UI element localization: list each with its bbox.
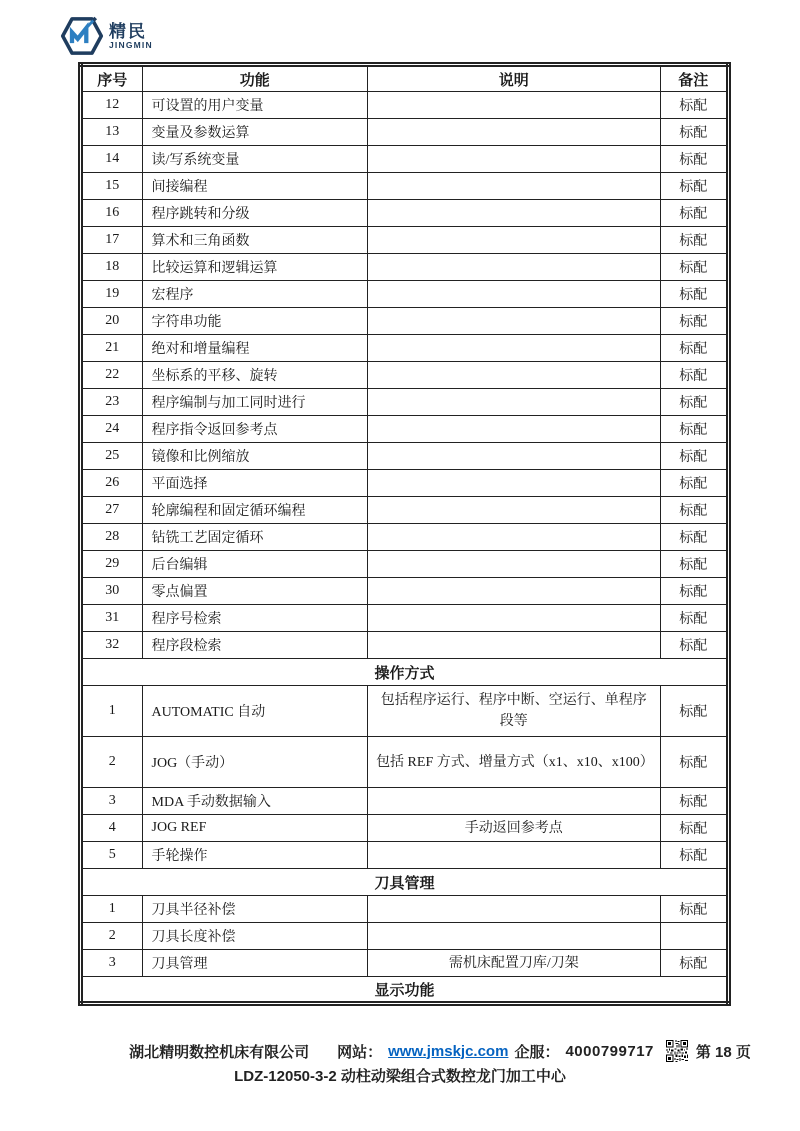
cell-func: 零点偏置 [142,578,368,605]
cell-no: 5 [81,842,143,869]
cell-func: 宏程序 [142,281,368,308]
cell-desc: 包括 REF 方式、增量方式（x1、x10、x100） [368,737,660,788]
cell-no: 15 [81,173,143,200]
section-header-row [81,659,729,686]
section-title: 刀具管理 [81,869,729,896]
cell-no: 25 [81,443,143,470]
website-label: 网站： [337,1043,383,1061]
table-row [81,146,729,173]
cell-no: 30 [81,578,143,605]
table-row [81,173,729,200]
table-row [81,686,729,737]
cell-remark: 标配 [660,896,728,923]
cell-no: 2 [81,923,143,950]
cell-desc [368,92,660,119]
cell-no: 31 [81,605,143,632]
cell-func: 程序段检索 [142,632,368,659]
cell-no: 23 [81,389,143,416]
cell-remark: 标配 [660,119,728,146]
page-footer [0,1040,800,1086]
cell-func: 平面选择 [142,470,368,497]
cell-func: 程序指令返回参考点 [142,416,368,443]
cell-desc [368,227,660,254]
page-number: 第 18 页 [695,1043,751,1061]
cell-remark: 标配 [660,443,728,470]
cell-func: 钻铣工艺固定循环 [142,524,368,551]
cell-func: AUTOMATIC 自动 [142,686,368,737]
cell-no: 1 [81,686,143,737]
cell-func: JOG REF [142,815,368,842]
cell-no: 4 [81,815,143,842]
table-row [81,815,729,842]
section-header-row [81,977,729,1004]
cell-remark: 标配 [660,497,728,524]
cell-func: 程序跳转和分级 [142,200,368,227]
table-row [81,416,729,443]
company-logo [60,16,153,56]
cell-desc [368,389,660,416]
cell-desc: 包括程序运行、程序中断、空运行、单程序段等 [368,686,660,737]
cell-no: 20 [81,308,143,335]
cell-func: 间接编程 [142,173,368,200]
cell-remark: 标配 [660,551,728,578]
section-title: 显示功能 [81,977,729,1004]
section-header-row [81,869,729,896]
table-row [81,362,729,389]
table-row [81,389,729,416]
brand-name-en: JINGMIN [109,39,153,50]
cell-no: 3 [81,950,143,977]
table-row [81,308,729,335]
cell-remark: 标配 [660,950,728,977]
hexagon-m-logo-icon [60,16,104,56]
cell-func: 坐标系的平移、旋转 [142,362,368,389]
cell-remark: 标配 [660,788,728,815]
brand-text [109,23,153,50]
cell-no: 16 [81,200,143,227]
table-row [81,788,729,815]
cell-remark: 标配 [660,470,728,497]
cell-func: 可设置的用户变量 [142,92,368,119]
table-row [81,92,729,119]
cell-remark: 标配 [660,578,728,605]
table-row [81,470,729,497]
table-row [81,923,729,950]
cell-func: 算术和三角函数 [142,227,368,254]
brand-name-cn: 精民 [109,21,147,41]
column-header-1: 功能 [142,65,368,92]
cell-desc [368,578,660,605]
table-row [81,227,729,254]
machine-model-line: LDZ-12050-3-2 动柱动梁组合式数控龙门加工中心 [234,1068,566,1085]
cell-no: 21 [81,335,143,362]
section-title: 操作方式 [81,659,729,686]
cell-func: 轮廓编程和固定循环编程 [142,497,368,524]
service-label: 企服： [514,1043,560,1061]
cell-func: 刀具管理 [142,950,368,977]
cell-no: 2 [81,737,143,788]
cell-remark: 标配 [660,146,728,173]
table-row [81,950,729,977]
cell-desc [368,308,660,335]
cell-no: 32 [81,632,143,659]
table-row [81,896,729,923]
column-header-0: 序号 [81,65,143,92]
cell-desc [368,119,660,146]
table-row [81,281,729,308]
cell-func: 后台编辑 [142,551,368,578]
cell-no: 14 [81,146,143,173]
cell-func: 字符串功能 [142,308,368,335]
table-row [81,605,729,632]
cell-no: 12 [81,92,143,119]
cell-desc [368,146,660,173]
cell-remark: 标配 [660,92,728,119]
cell-no: 29 [81,551,143,578]
cell-remark: 标配 [660,173,728,200]
table-row [81,335,729,362]
cell-desc: 需机床配置刀库/刀架 [368,950,660,977]
cell-desc [368,524,660,551]
cell-desc [368,896,660,923]
cell-desc [368,416,660,443]
table-row [81,524,729,551]
column-header-2: 说明 [368,65,660,92]
cell-func: MDA 手动数据输入 [142,788,368,815]
cell-func: JOG（手动） [142,737,368,788]
cell-desc [368,173,660,200]
cell-remark: 标配 [660,389,728,416]
cell-func: 刀具长度补偿 [142,923,368,950]
table-row [81,497,729,524]
cell-func: 读/写系统变量 [142,146,368,173]
cell-no: 28 [81,524,143,551]
cell-no: 27 [81,497,143,524]
cell-no: 1 [81,896,143,923]
cell-remark: 标配 [660,632,728,659]
cell-func: 镜像和比例缩放 [142,443,368,470]
cell-no: 24 [81,416,143,443]
spec-table [78,62,731,1006]
cell-desc [368,842,660,869]
table-row [81,254,729,281]
cell-func: 程序号检索 [142,605,368,632]
cell-remark: 标配 [660,842,728,869]
cell-func: 刀具半径补偿 [142,896,368,923]
cell-desc [368,470,660,497]
cell-no: 17 [81,227,143,254]
service-phone: 4000799717 [565,1042,654,1060]
cell-desc [368,788,660,815]
cell-desc [368,632,660,659]
cell-remark: 标配 [660,362,728,389]
cell-no: 22 [81,362,143,389]
cell-desc [368,443,660,470]
table-header-row [81,65,729,92]
cell-no: 13 [81,119,143,146]
cell-desc [368,497,660,524]
cell-func: 比较运算和逻辑运算 [142,254,368,281]
cell-remark: 标配 [660,737,728,788]
cell-remark: 标配 [660,281,728,308]
table-row [81,632,729,659]
cell-remark: 标配 [660,308,728,335]
cell-remark: 标配 [660,254,728,281]
cell-remark: 标配 [660,416,728,443]
cell-desc [368,362,660,389]
company-name: 湖北精明数控机床有限公司 [129,1043,310,1061]
cell-desc [368,200,660,227]
cell-no: 19 [81,281,143,308]
table-row [81,119,729,146]
cell-desc [368,335,660,362]
cell-remark: 标配 [660,227,728,254]
footer-contact-line [80,1040,800,1062]
table-row [81,551,729,578]
cell-func: 变量及参数运算 [142,119,368,146]
cell-desc: 手动返回参考点 [368,815,660,842]
table-row [81,737,729,788]
cell-no: 3 [81,788,143,815]
table-row [81,578,729,605]
table-row [81,443,729,470]
cell-no: 18 [81,254,143,281]
cell-desc [368,254,660,281]
cell-remark: 标配 [660,815,728,842]
column-header-3: 备注 [660,65,728,92]
cell-func: 绝对和增量编程 [142,335,368,362]
cell-remark: 标配 [660,335,728,362]
cell-no: 26 [81,470,143,497]
table-row [81,842,729,869]
cell-remark [660,923,728,950]
cell-desc [368,281,660,308]
cell-remark: 标配 [660,686,728,737]
cell-func: 程序编制与加工同时进行 [142,389,368,416]
cell-remark: 标配 [660,200,728,227]
table-row [81,200,729,227]
cell-desc [368,551,660,578]
website-link[interactable]: www.jmskjc.com [388,1042,509,1060]
qr-code-icon [666,1040,688,1062]
cell-remark: 标配 [660,605,728,632]
cell-func: 手轮操作 [142,842,368,869]
cell-remark: 标配 [660,524,728,551]
cell-desc [368,923,660,950]
cell-desc [368,605,660,632]
